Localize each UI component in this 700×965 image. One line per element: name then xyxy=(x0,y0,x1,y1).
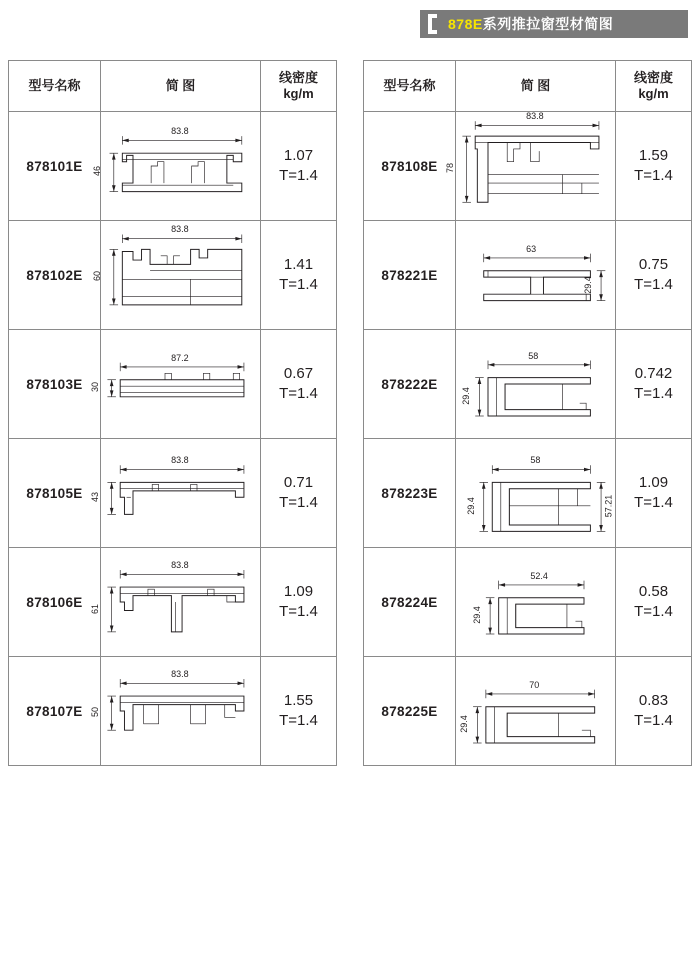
thickness-value: T=1.4 xyxy=(634,603,673,620)
density-value: 1.59 xyxy=(638,146,669,164)
series-title-rest: 系列推拉窗型材简图 xyxy=(482,16,614,32)
profile-model-name: 878225E xyxy=(364,657,456,766)
profile-figure-cell xyxy=(91,112,261,221)
table-row xyxy=(9,439,337,548)
page-title xyxy=(448,14,613,34)
profile-model-name: 878103E xyxy=(9,330,101,439)
profile-figure-cell xyxy=(89,330,261,439)
profile-linear-density xyxy=(616,657,692,766)
profile-linear-density xyxy=(616,112,692,221)
profile-linear-density xyxy=(261,548,337,657)
dimension-width-label: 63 xyxy=(526,243,537,254)
col-header-name: 型号名称 xyxy=(364,61,456,112)
dimension-width-label: 83.8 xyxy=(526,110,544,121)
profile-model-name: 878106E xyxy=(9,548,101,657)
profile-cross-section-drawing xyxy=(456,439,616,547)
profile-cross-section-drawing xyxy=(456,221,616,329)
profile-linear-density xyxy=(616,439,692,548)
col-header-density-line2: kg/m xyxy=(283,86,314,101)
dimension-height-label: 50 xyxy=(89,707,100,718)
profile-linear-density xyxy=(261,657,337,766)
thickness-value: T=1.4 xyxy=(634,276,673,293)
profile-figure-cell xyxy=(89,439,261,548)
density-value: 1.07 xyxy=(283,146,314,164)
col-header-density-line2: kg/m xyxy=(638,86,669,101)
profile-cross-section-drawing xyxy=(89,548,261,656)
page-header-banner xyxy=(420,10,688,38)
profile-linear-density xyxy=(616,330,692,439)
left-profile-table xyxy=(8,60,337,766)
table-row xyxy=(364,221,692,330)
profile-cross-section-drawing xyxy=(456,330,616,438)
dimension-height-label: 43 xyxy=(89,492,100,503)
thickness-value: T=1.4 xyxy=(634,167,673,184)
profile-linear-density xyxy=(616,221,692,330)
profile-model-name: 878105E xyxy=(9,439,101,548)
profile-model-name: 878101E xyxy=(9,112,101,221)
profile-linear-density xyxy=(261,439,337,548)
dimension-width-label: 70 xyxy=(529,679,540,690)
profile-model-name: 878102E xyxy=(9,221,101,330)
table-row xyxy=(9,330,337,439)
profile-figure-cell xyxy=(456,221,616,330)
dimension-height-label: 60 xyxy=(91,271,102,282)
table-row xyxy=(9,657,337,766)
thickness-value: T=1.4 xyxy=(279,603,318,620)
right-profile-table xyxy=(363,60,692,766)
density-value: 0.58 xyxy=(638,582,669,600)
dimension-height-label: 29.4 xyxy=(582,276,593,294)
table-row xyxy=(364,657,692,766)
profile-linear-density xyxy=(261,330,337,439)
profile-linear-density xyxy=(261,112,337,221)
profile-cross-section-drawing xyxy=(89,439,261,547)
profile-cross-section-drawing xyxy=(91,112,261,220)
col-header-density-line1: 线密度 xyxy=(278,69,318,85)
table-row xyxy=(364,112,692,221)
dimension-width-label: 52.4 xyxy=(530,570,548,581)
profile-figure-cell xyxy=(456,548,616,657)
density-value: 1.09 xyxy=(638,473,669,491)
table-row xyxy=(364,330,692,439)
thickness-value: T=1.4 xyxy=(634,494,673,511)
profile-model-name: 878108E xyxy=(364,112,456,221)
col-header-figure: 简 图 xyxy=(456,61,616,112)
dimension-height-label: 78 xyxy=(444,163,455,174)
profile-cross-section-drawing xyxy=(89,657,261,765)
profile-linear-density xyxy=(616,548,692,657)
profile-tables-container xyxy=(0,60,700,766)
thickness-value: T=1.4 xyxy=(279,494,318,511)
profile-model-name: 878107E xyxy=(9,657,101,766)
thickness-value: T=1.4 xyxy=(279,276,318,293)
dimension-height-label: 29.4 xyxy=(461,387,472,405)
thickness-value: T=1.4 xyxy=(279,712,318,729)
profile-model-name: 878224E xyxy=(364,548,456,657)
profile-figure-cell xyxy=(89,548,261,657)
table-header-row xyxy=(9,61,337,112)
table-row xyxy=(9,548,337,657)
profile-figure-cell xyxy=(456,657,616,766)
col-header-density-line1: 线密度 xyxy=(633,69,673,85)
profile-linear-density xyxy=(261,221,337,330)
thickness-value: T=1.4 xyxy=(279,385,318,402)
profile-model-name: 878221E xyxy=(364,221,456,330)
corner-bracket-icon xyxy=(428,14,437,34)
dimension-width-label: 83.8 xyxy=(171,668,189,679)
dimension-width-label: 83.8 xyxy=(171,559,189,570)
dimension-width-label: 83.8 xyxy=(171,224,189,235)
dimension-height-label-secondary: 57.21 xyxy=(603,494,614,518)
dimension-height-label: 29.4 xyxy=(471,606,482,624)
profile-figure-cell xyxy=(89,657,261,766)
profile-figure-cell xyxy=(456,439,616,548)
col-header-figure: 简 图 xyxy=(101,61,261,112)
table-row xyxy=(9,221,337,330)
table-row xyxy=(364,439,692,548)
series-code: 878E xyxy=(448,16,483,32)
density-value: 0.67 xyxy=(283,364,314,382)
profile-model-name: 878222E xyxy=(364,330,456,439)
dimension-height-label: 29.4 xyxy=(465,497,476,515)
col-header-density xyxy=(261,61,337,112)
profile-figure-cell xyxy=(444,110,616,221)
dimension-height-label: 61 xyxy=(89,603,100,614)
dimension-height-label: 30 xyxy=(89,382,100,393)
dimension-width-label: 83.8 xyxy=(171,455,189,466)
dimension-height-label: 29.4 xyxy=(459,715,470,733)
thickness-value: T=1.4 xyxy=(279,167,318,184)
dimension-width-label: 58 xyxy=(530,455,541,466)
density-value: 0.83 xyxy=(638,691,669,709)
dimension-width-label: 58 xyxy=(528,350,539,361)
profile-model-name: 878223E xyxy=(364,439,456,548)
dimension-height-label: 46 xyxy=(91,166,102,177)
density-value: 1.55 xyxy=(283,691,314,709)
col-header-name: 型号名称 xyxy=(9,61,101,112)
col-header-density xyxy=(616,61,692,112)
density-value: 1.09 xyxy=(283,582,314,600)
table-row xyxy=(9,112,337,221)
dimension-width-label: 87.2 xyxy=(171,352,189,363)
table-header-row xyxy=(364,61,692,112)
table-row xyxy=(364,548,692,657)
dimension-width-label: 83.8 xyxy=(171,126,189,137)
density-value: 1.41 xyxy=(283,255,314,273)
profile-cross-section-drawing xyxy=(89,330,261,438)
thickness-value: T=1.4 xyxy=(634,712,673,729)
density-value: 0.75 xyxy=(638,255,669,273)
profile-cross-section-drawing xyxy=(456,657,616,765)
profile-cross-section-drawing xyxy=(91,221,261,329)
density-value: 0.742 xyxy=(634,364,673,382)
profile-cross-section-drawing xyxy=(456,548,616,656)
profile-figure-cell xyxy=(456,330,616,439)
profile-figure-cell xyxy=(91,221,261,330)
profile-cross-section-drawing xyxy=(444,110,616,220)
thickness-value: T=1.4 xyxy=(634,385,673,402)
density-value: 0.71 xyxy=(283,473,314,491)
